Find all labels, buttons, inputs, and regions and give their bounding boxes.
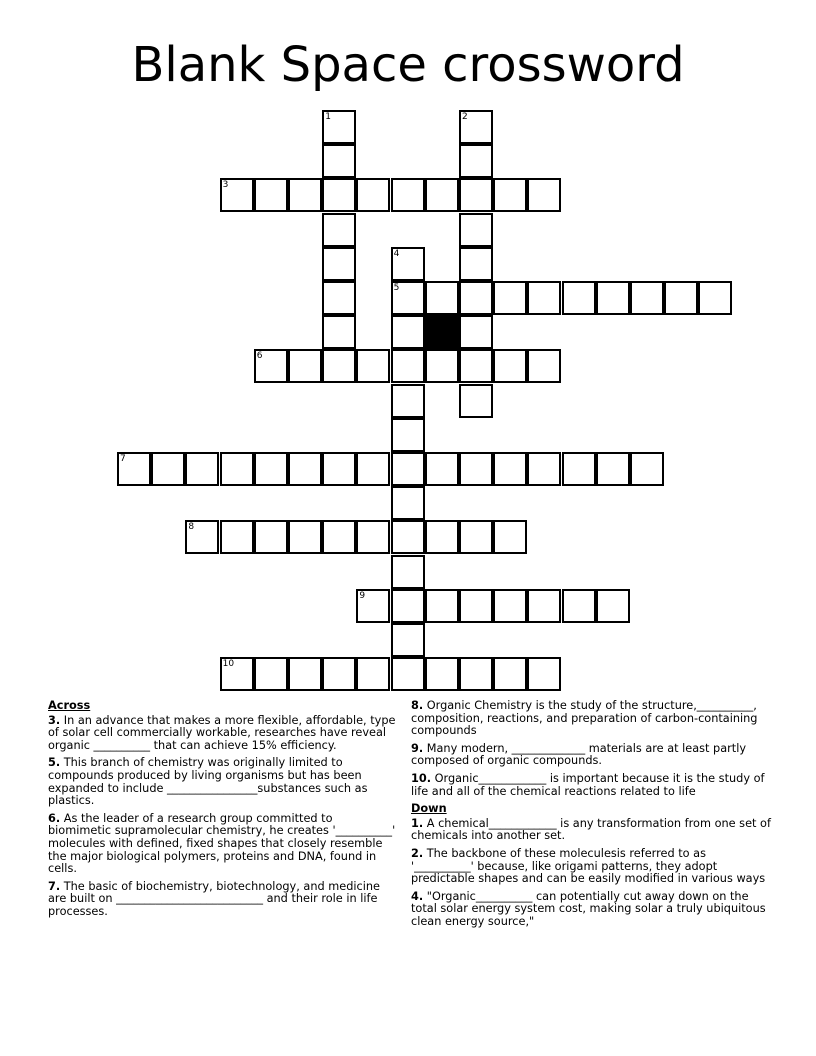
clue-text: Many modern, _____________ materials are at least partly composed of organic compounds. bbox=[411, 741, 747, 768]
crossword-cell[interactable] bbox=[493, 178, 527, 212]
clues-left-column bbox=[48, 700, 396, 924]
clue-text: This branch of chemistry was originally limited to compounds produced by living organisms but has been expanded to include ________________substances such as plastics. bbox=[48, 756, 368, 808]
crossword-cell[interactable] bbox=[356, 520, 390, 554]
clue-number: 4. bbox=[411, 889, 424, 903]
crossword-cell[interactable] bbox=[356, 589, 390, 623]
crossword-cell[interactable] bbox=[391, 486, 425, 520]
clue-text: As the leader of a research group committed to biomimetic supramolecular chemistry, he creates '__________' molecules with defined, fixed shapes that closely resemble the major biological polymers, proteins and DNA, found in cells. bbox=[48, 811, 396, 876]
clue-number: 9. bbox=[411, 741, 424, 755]
crossword-block-cell bbox=[425, 315, 459, 349]
crossword-cell[interactable] bbox=[254, 657, 288, 691]
crossword-cell[interactable] bbox=[459, 247, 493, 281]
crossword-cell[interactable] bbox=[596, 589, 630, 623]
crossword-cell[interactable] bbox=[562, 452, 596, 486]
crossword-cell[interactable] bbox=[596, 281, 630, 315]
crossword-cell[interactable] bbox=[562, 281, 596, 315]
clue-across-10 bbox=[411, 773, 771, 798]
crossword-cell[interactable] bbox=[220, 178, 254, 212]
clue-down-1 bbox=[411, 818, 771, 843]
crossword-cell[interactable] bbox=[288, 178, 322, 212]
crossword-cell[interactable] bbox=[391, 178, 425, 212]
crossword-cell[interactable] bbox=[391, 418, 425, 452]
crossword-cell[interactable] bbox=[254, 349, 288, 383]
crossword-cell[interactable] bbox=[322, 520, 356, 554]
crossword-cell[interactable] bbox=[459, 281, 493, 315]
crossword-cell[interactable] bbox=[322, 281, 356, 315]
crossword-cell[interactable] bbox=[425, 281, 459, 315]
crossword-cell[interactable] bbox=[630, 452, 664, 486]
crossword-cell[interactable] bbox=[459, 315, 493, 349]
clue-number-label: 2 bbox=[462, 112, 468, 122]
clue-number: 10. bbox=[411, 771, 432, 785]
crossword-cell[interactable] bbox=[459, 589, 493, 623]
crossword-cell[interactable] bbox=[459, 349, 493, 383]
clue-text: The backbone of these moleculesis referred to as '__________' because, like origami patterns, they adopt predictable shapes and can be easily modified in various ways bbox=[411, 846, 766, 886]
crossword-cell[interactable] bbox=[322, 247, 356, 281]
crossword-cell[interactable] bbox=[391, 555, 425, 589]
crossword-cell[interactable] bbox=[288, 452, 322, 486]
crossword-cell[interactable] bbox=[493, 452, 527, 486]
crossword-cell[interactable] bbox=[117, 452, 151, 486]
crossword-cell[interactable] bbox=[356, 657, 390, 691]
crossword-cell[interactable] bbox=[322, 110, 356, 144]
crossword-cell[interactable] bbox=[254, 178, 288, 212]
down-heading: Down bbox=[411, 802, 447, 816]
clue-down-4 bbox=[411, 891, 771, 929]
crossword-cell[interactable] bbox=[425, 349, 459, 383]
crossword-cell[interactable] bbox=[322, 144, 356, 178]
clue-text: "Organic__________ can potentially cut away down on the total solar energy system cost, making solar a truly ubiquitous clean energy source," bbox=[411, 889, 766, 928]
clue-number-label: 9 bbox=[359, 590, 366, 601]
crossword-cell[interactable] bbox=[185, 520, 219, 554]
page-title: Blank Space crossword bbox=[131, 37, 685, 93]
clue-across-5 bbox=[48, 757, 396, 807]
clue-number-label: 7 bbox=[120, 454, 126, 464]
crossword-cell[interactable] bbox=[322, 349, 356, 383]
crossword-cell[interactable] bbox=[254, 520, 288, 554]
crossword-cell[interactable] bbox=[322, 213, 356, 247]
crossword-cell[interactable] bbox=[596, 452, 630, 486]
clue-number: 7. bbox=[48, 879, 61, 893]
crossword-cell[interactable] bbox=[425, 657, 459, 691]
crossword-cell[interactable] bbox=[391, 657, 425, 691]
crossword-cell[interactable] bbox=[493, 657, 527, 691]
clue-number: 1. bbox=[411, 816, 424, 830]
crossword-cell[interactable] bbox=[493, 520, 527, 554]
clue-text: A chemical____________ is any transformation from one set of chemicals into another set. bbox=[411, 816, 771, 843]
crossword-cell[interactable] bbox=[425, 589, 459, 623]
crossword-cell[interactable] bbox=[493, 589, 527, 623]
clue-across-8 bbox=[411, 700, 771, 738]
clue-number: 5. bbox=[48, 756, 61, 770]
crossword-cell[interactable] bbox=[322, 452, 356, 486]
crossword-cell[interactable] bbox=[698, 281, 732, 315]
crossword-cell[interactable] bbox=[527, 178, 561, 212]
crossword-cell[interactable] bbox=[459, 657, 493, 691]
crossword-cell[interactable] bbox=[562, 589, 596, 623]
clue-across-9 bbox=[411, 743, 771, 768]
clue-number: 6. bbox=[48, 811, 61, 825]
clue-number: 3. bbox=[48, 713, 61, 727]
across-heading: Across bbox=[48, 699, 91, 712]
crossword-cell[interactable] bbox=[527, 452, 561, 486]
crossword-cell[interactable] bbox=[630, 281, 664, 315]
clue-across-7 bbox=[48, 881, 396, 919]
clue-number-label: 6 bbox=[256, 351, 263, 362]
crossword-cell[interactable] bbox=[356, 452, 390, 486]
clue-number-label: 5 bbox=[393, 283, 400, 293]
crossword-cell[interactable] bbox=[322, 657, 356, 691]
crossword-cell[interactable] bbox=[425, 520, 459, 554]
crossword-cell[interactable] bbox=[459, 384, 493, 418]
crossword-cell[interactable] bbox=[254, 452, 288, 486]
crossword-cell[interactable] bbox=[151, 452, 185, 486]
clue-number-label: 10 bbox=[222, 659, 235, 670]
crossword-cell[interactable] bbox=[425, 452, 459, 486]
crossword-cell[interactable] bbox=[527, 657, 561, 691]
clue-across-6 bbox=[48, 813, 396, 876]
crossword-cell[interactable] bbox=[459, 144, 493, 178]
crossword-cell[interactable] bbox=[391, 247, 425, 281]
crossword-cell[interactable] bbox=[527, 281, 561, 315]
clue-text: Organic____________ is important because it is the study of life and all of the chemical reactions related to life bbox=[411, 771, 765, 798]
crossword-cell[interactable] bbox=[459, 452, 493, 486]
crossword-cell[interactable] bbox=[220, 452, 254, 486]
crossword-cell[interactable] bbox=[459, 110, 493, 144]
clue-number-label: 4 bbox=[393, 248, 400, 259]
crossword-cell[interactable] bbox=[288, 657, 322, 691]
crossword-cell[interactable] bbox=[322, 178, 356, 212]
crossword-cell[interactable] bbox=[220, 520, 254, 554]
crossword-cell[interactable] bbox=[356, 178, 390, 212]
crossword-cell[interactable] bbox=[391, 520, 425, 554]
crossword-cell[interactable] bbox=[391, 589, 425, 623]
crossword-cell[interactable] bbox=[356, 349, 390, 383]
clues-right-column bbox=[411, 700, 771, 934]
crossword-cell[interactable] bbox=[527, 589, 561, 623]
crossword-cell[interactable] bbox=[459, 520, 493, 554]
clue-number-label: 8 bbox=[188, 522, 195, 533]
crossword-cell[interactable] bbox=[322, 315, 356, 349]
crossword-cell[interactable] bbox=[185, 452, 219, 486]
crossword-cell[interactable] bbox=[664, 281, 698, 315]
crossword-cell[interactable] bbox=[391, 623, 425, 657]
clue-number-label: 3 bbox=[222, 180, 229, 191]
clue-text: In an advance that makes a more flexible, affordable, type of solar cell commercially workable, researches have reveal organic __________ that can achieve 15% efficiency. bbox=[48, 713, 396, 752]
crossword-cell[interactable] bbox=[288, 520, 322, 554]
crossword-cell[interactable] bbox=[527, 349, 561, 383]
crossword-cell[interactable] bbox=[493, 349, 527, 383]
crossword-cell[interactable] bbox=[459, 178, 493, 212]
crossword-cell[interactable] bbox=[391, 281, 425, 315]
clue-across-3 bbox=[48, 715, 396, 753]
clue-down-2 bbox=[411, 848, 771, 886]
crossword-cell[interactable] bbox=[459, 213, 493, 247]
crossword-cell[interactable] bbox=[391, 384, 425, 418]
crossword-cell[interactable] bbox=[391, 452, 425, 486]
clue-text: The basic of biochemistry, biotechnology, and medicine are built on __________________________ and their role in life processes. bbox=[48, 879, 380, 918]
crossword-cell[interactable] bbox=[493, 281, 527, 315]
clue-number-label: 1 bbox=[325, 112, 331, 122]
clue-text: Organic Chemistry is the study of the structure,__________, composition, reactions, and preparation of carbon-containing compounds bbox=[411, 699, 758, 738]
crossword-cell[interactable] bbox=[425, 178, 459, 212]
clue-number: 2. bbox=[411, 846, 424, 860]
clue-number: 8. bbox=[411, 699, 424, 712]
crossword-cell[interactable] bbox=[288, 349, 322, 383]
crossword-cell[interactable] bbox=[391, 349, 425, 383]
crossword-cell[interactable] bbox=[391, 315, 425, 349]
crossword-cell[interactable] bbox=[220, 657, 254, 691]
